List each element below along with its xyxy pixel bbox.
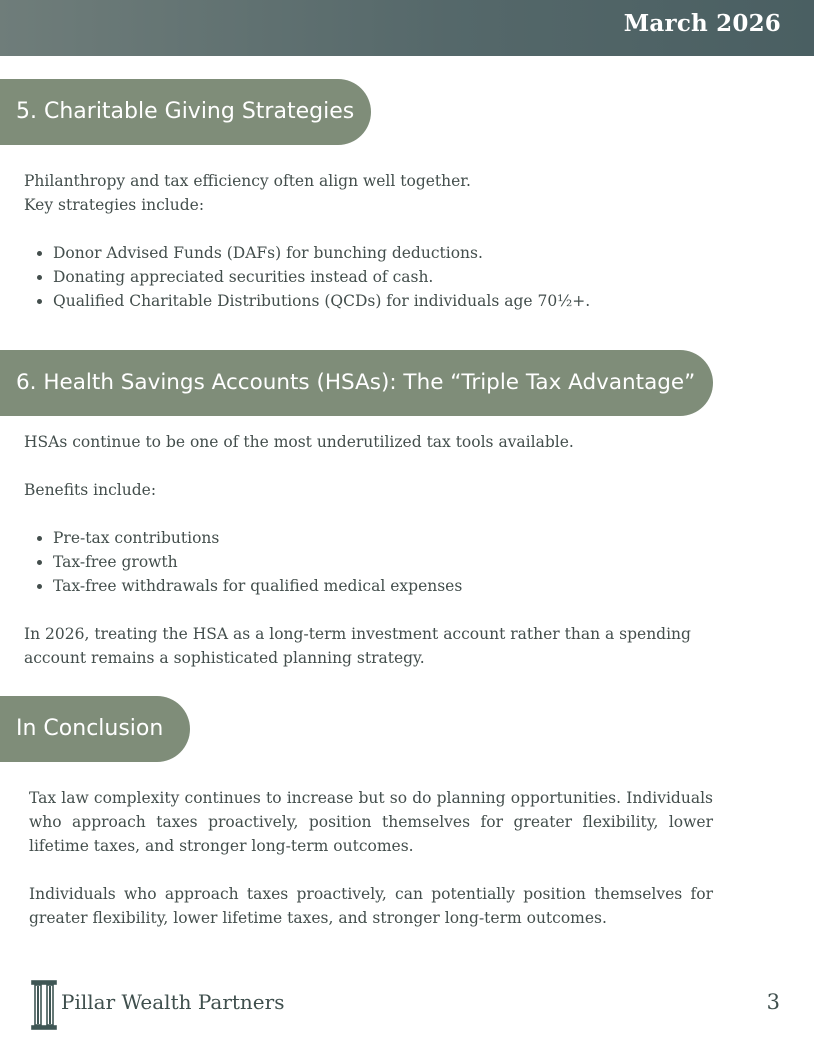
list-item: • Tax-free withdrawals for qualified medical expenses [53,574,462,598]
section5-intro-line2: Key strategies include: [24,196,205,214]
section5-bullet-list [24,241,590,313]
footer-brand-name: Pillar Wealth Partners [61,990,285,1014]
section5-intro-line1: Philanthropy and tax efficiency often align well together. [24,172,471,190]
section6-benefits-label: Benefits include: [24,481,157,499]
conclusion-paragraph-1: Tax law complexity continues to increase but so do planning opportunities. Individuals who approach taxes proactively, position themselves for greater flexibility, lower lifetime taxes, and stronger long-term outcomes. [29,789,713,855]
section6-intro: HSAs continue to be one of the most underutilized tax tools available. [24,433,574,451]
list-item: • Qualified Charitable Distributions (QCDs) for individuals age 70½+. [53,289,590,313]
page-number: 3 [766,990,780,1014]
section-heading-hsa: 6. Health Savings Accounts (HSAs): The “Triple Tax Advantage” [0,350,713,416]
list-item: • Tax-free growth [53,550,462,574]
section-heading-charitable-giving: 5. Charitable Giving Strategies [0,79,371,145]
section-heading-conclusion: In Conclusion [0,696,190,762]
list-item: • Donor Advised Funds (DAFs) for bunching deductions. [53,241,590,265]
section6-closing-paragraph: In 2026, treating the HSA as a long-term investment account rather than a spending account remains a sophisticated planning strategy. [24,625,691,667]
conclusion-paragraph-2: Individuals who approach taxes proactively, can potentially position themselves for greater flexibility, lower lifetime taxes, and stronger long-term outcomes. [29,885,713,927]
list-item: • Donating appreciated securities instead of cash. [53,265,590,289]
section6-bullet-list [24,526,462,598]
issue-date: March 2026 [623,10,781,37]
header-bar [0,0,814,56]
list-item: • Pre-tax contributions [53,526,462,550]
pillar-logo-icon [31,980,57,1030]
